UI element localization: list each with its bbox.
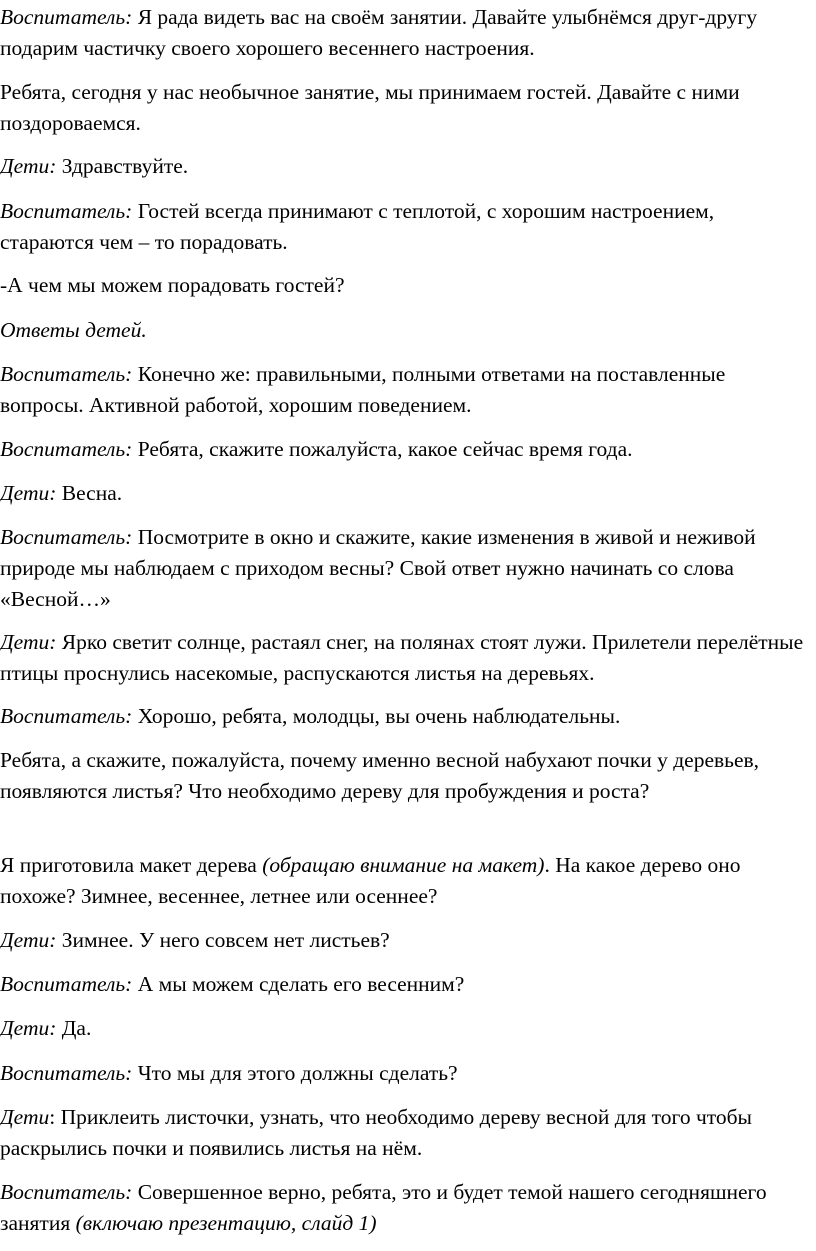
paragraph-11 (0, 627, 810, 689)
paragraph-text: : Приклеить листочки, узнать, что необходимо дереву весной для того чтобы раскрылись почки и появились листья на нём. (0, 1105, 752, 1160)
paragraph-9 (0, 478, 810, 509)
speaker-label: Дети (0, 1105, 50, 1129)
paragraph-text: Что мы для этого должны сделать? (132, 1061, 458, 1085)
speaker-label: Ответы детей. (0, 318, 147, 342)
paragraph-text: Да. (56, 1016, 92, 1040)
paragraph-2 (0, 77, 810, 139)
paragraph-20 (0, 1177, 810, 1239)
paragraph-15 (0, 925, 810, 956)
paragraph-text: Гостей всегда принимают с теплотой, с хорошим настроением, стараются чем – то порадовать. (0, 199, 715, 254)
paragraph-text: Здравствуйте. (56, 154, 189, 178)
paragraph-7 (0, 359, 810, 421)
paragraph-18 (0, 1058, 810, 1089)
paragraph-1 (0, 2, 810, 64)
speaker-label: Дети: (0, 154, 57, 178)
paragraph-text: Ребята, а скажите, пожалуйста, почему именно весной набухают почки у деревьев, появляются листья? Что необходимо дереву для пробуждения и роста? (0, 748, 760, 803)
paragraph-14 (0, 850, 810, 912)
speaker-label: Воспитатель: (0, 362, 133, 386)
paragraph-text: Совершенное верно, ребята, это и будет темой нашего сегодняшнего занятия (0, 1180, 767, 1235)
paragraph-text: Конечно же: правильными, полными ответами на поставленные вопросы. Активной работой, хорошим поведением. (0, 362, 726, 417)
paragraph-12 (0, 701, 810, 732)
paragraph-text: Зимнее. У него совсем нет листьев? (56, 928, 390, 952)
paragraph-13 (0, 745, 810, 807)
paragraph-10 (0, 522, 810, 615)
speaker-label: Воспитатель: (0, 5, 133, 29)
paragraph-8 (0, 434, 810, 465)
speaker-label: Воспитатель: (0, 199, 133, 223)
speaker-label: Воспитатель: (0, 704, 133, 728)
paragraph-17 (0, 1013, 810, 1044)
speaker-label: Воспитатель: (0, 972, 133, 996)
paragraph-5 (0, 270, 810, 301)
paragraph-text: А мы можем сделать его весенним? (132, 972, 465, 996)
speaker-label: Дети: (0, 928, 57, 952)
paragraph-16 (0, 969, 810, 1000)
paragraph-6 (0, 315, 810, 346)
paragraph-text: -А чем мы можем порадовать гостей? (0, 273, 345, 297)
paragraph-text: Я рада видеть вас на своём занятии. Давайте улыбнёмся друг-другу подарим частичку своего хорошего весеннего настроения. (0, 5, 758, 60)
paragraph-text: Хорошо, ребята, молодцы, вы очень наблюдательны. (132, 704, 621, 728)
paragraph-text: Я приготовила макет дерева (0, 853, 263, 877)
speaker-label: Воспитатель: (0, 1180, 133, 1204)
paragraph-text: Ярко светит солнце, растаял снег, на полянах стоят лужи. Прилетели перелётные птицы проснулись насекомые, распускаются листья на деревьях. (0, 630, 804, 685)
stage-direction: (обращаю внимание на макет) (262, 853, 545, 877)
paragraph-text: Ребята, сегодня у нас необычное занятие, мы принимаем гостей. Давайте с ними поздороваемся. (0, 80, 740, 135)
speaker-label: Дети: (0, 630, 57, 654)
speaker-label: Дети: (0, 481, 57, 505)
speaker-label: Воспитатель: (0, 525, 133, 549)
paragraph-4 (0, 196, 810, 258)
speaker-label: Воспитатель: (0, 437, 133, 461)
paragraph-3 (0, 151, 810, 182)
paragraph-text: Весна. (56, 481, 123, 505)
paragraph-text-end: . На какое дерево оно похоже? Зимнее, весеннее, летнее или осеннее? (0, 853, 741, 908)
speaker-label: Дети: (0, 1016, 57, 1040)
paragraph-text: Ребята, скажите пожалуйста, какое сейчас время года. (132, 437, 633, 461)
stage-direction: (включаю презентацию, слайд 1) (75, 1211, 377, 1235)
paragraph-text: Посмотрите в окно и скажите, какие изменения в живой и неживой природе мы наблюдаем с приходом весны? Свой ответ нужно начинать со слова «Весной…» (0, 525, 756, 611)
speaker-label: Воспитатель: (0, 1061, 133, 1085)
paragraph-19 (0, 1102, 810, 1164)
